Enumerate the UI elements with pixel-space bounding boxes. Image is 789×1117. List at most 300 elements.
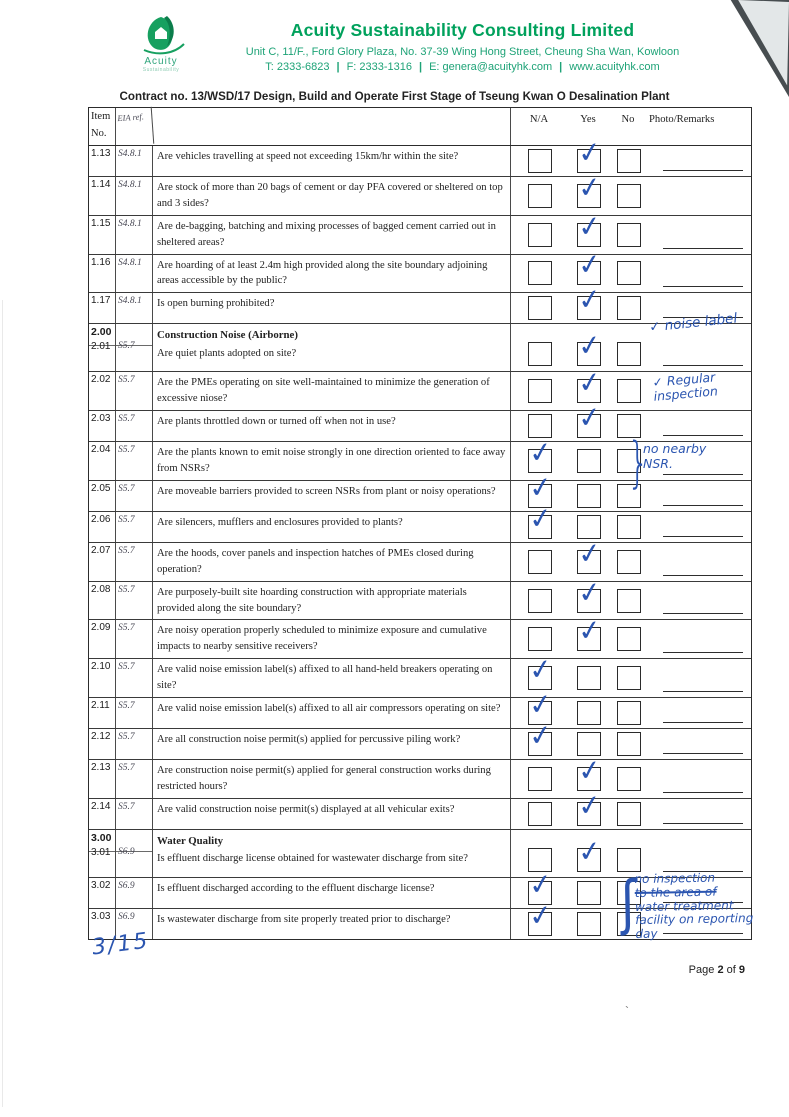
- answers-cell: [511, 500, 751, 542]
- header-item-no: [89, 108, 116, 145]
- question-cell: [153, 799, 511, 829]
- contact-fax: F: 2333-1316: [346, 61, 413, 73]
- answers-cell: [511, 574, 751, 620]
- checkmark-icon: ✓: [526, 500, 555, 537]
- item-number-cell: [89, 411, 116, 441]
- table-row: [89, 752, 751, 799]
- checkmark-icon: ✓: [575, 208, 604, 245]
- company-name: Acuity Sustainability Consulting Limited: [290, 20, 635, 40]
- table-row: [89, 651, 751, 698]
- answers-cell: [511, 310, 751, 371]
- no-checkbox: [617, 296, 641, 320]
- na-checkbox: [528, 261, 552, 285]
- scan-edge-line: [2, 300, 3, 1107]
- question-text: Are noisy operation properly scheduled to minimize exposure and cumulative impacts to nearby sensitive receivers?: [157, 625, 487, 653]
- item-number: 2.14: [91, 800, 111, 812]
- na-checkbox: [528, 627, 552, 651]
- item-number-cell: [89, 543, 116, 581]
- question-text: Are the plants known to emit noise strongly in one direction oriented to face away from NSRs?: [157, 447, 506, 475]
- leaf-house-logo-icon: [134, 14, 188, 58]
- question-text: Are de-bagging, batching and mixing processes of bagged cement carried out in sheltered areas?: [157, 220, 496, 248]
- item-number: 2.10: [91, 661, 111, 673]
- eia-ref: S5.7: [118, 545, 135, 556]
- header-yes-label: Yes: [580, 114, 596, 125]
- section-number: 2.00: [91, 326, 112, 339]
- item-number-cell: [89, 620, 116, 658]
- question-text: Are moveable barriers provided to screen NSRs from plant or noisy operations?: [157, 485, 496, 497]
- remarks-blank-line: [663, 505, 743, 506]
- answers-cell: [511, 787, 751, 829]
- yes-checkbox: [575, 399, 604, 438]
- remarks-blank-line: [663, 365, 743, 366]
- no-checkbox: [617, 666, 641, 690]
- handwritten-remark-line: ✓ Regular: [651, 369, 716, 391]
- na-checkbox: [528, 767, 552, 791]
- na-checkbox: [528, 589, 552, 613]
- answers-cell: [511, 246, 751, 293]
- eia-ref: S5.7: [118, 801, 135, 812]
- na-checkbox: [528, 379, 552, 403]
- item-number: 2.06: [91, 513, 111, 525]
- page-footer: [689, 964, 745, 976]
- item-number-cell: [89, 216, 116, 254]
- no-checkbox: [617, 515, 641, 539]
- header-no-col-label: No: [621, 114, 635, 125]
- item-number-cell: [89, 372, 116, 410]
- yes-checkbox: [575, 787, 604, 826]
- question-cell: [153, 698, 511, 728]
- letterhead: [185, 20, 740, 73]
- question-cell: [153, 878, 511, 908]
- table-row: [89, 535, 751, 582]
- item-number: 1.17: [91, 295, 111, 307]
- eia-ref-cell: [116, 620, 153, 658]
- table-row: [89, 169, 751, 216]
- item-number-cell: [89, 512, 116, 542]
- eia-ref: S5.7: [118, 732, 135, 743]
- eia-ref: S6.9: [118, 880, 135, 891]
- eia-ref-cell: [116, 512, 153, 542]
- item-number-cell: [89, 442, 116, 480]
- table-row: [89, 310, 751, 372]
- no-checkbox: [617, 701, 641, 725]
- item-number-cell: [89, 481, 116, 511]
- item-number-cell: [89, 878, 116, 908]
- remarks-blank-line: [663, 823, 743, 824]
- item-number: 2.03: [91, 413, 111, 425]
- no-checkbox: [617, 223, 641, 247]
- table-row: [89, 500, 751, 543]
- question-cell: [153, 729, 511, 759]
- table-row: [89, 364, 751, 411]
- remarks-blank-line: [663, 170, 743, 171]
- question-text: Are purposely-built site hoarding construction with appropriate materials provided along the site boundary?: [157, 586, 467, 614]
- table-row: [89, 830, 751, 878]
- no-checkbox: [617, 379, 641, 403]
- eia-ref: S5.7: [118, 514, 135, 525]
- eia-ref: S5.7: [118, 483, 135, 494]
- eia-ref: S6.9: [118, 846, 135, 857]
- question-cell: [153, 293, 511, 323]
- checkmark-icon: ✓: [575, 169, 604, 206]
- eia-ref: S5.7: [118, 763, 135, 774]
- checkmark-icon: ✓: [575, 281, 604, 318]
- header-na-label: N/A: [529, 114, 549, 125]
- question-cell: [153, 830, 511, 877]
- handwritten-remark-line: no inspection: [634, 870, 716, 886]
- yes-checkbox: [577, 484, 601, 508]
- handwritten-remark-line: NSR.: [643, 455, 673, 471]
- header-answer-columns: [511, 108, 751, 145]
- item-number-cell: [89, 729, 116, 759]
- table-row: [89, 717, 751, 760]
- question-cell: [153, 255, 511, 293]
- company-contact: [185, 61, 740, 73]
- header-eia-ref: EIA ref.: [115, 107, 154, 146]
- eia-ref: S6.9: [118, 911, 135, 922]
- eia-ref-cell: [116, 216, 153, 254]
- yes-checkbox: [577, 912, 601, 936]
- eia-ref: S4.8.1: [118, 149, 142, 159]
- answers-cell: [511, 134, 751, 176]
- eia-ref: S5.7: [118, 375, 135, 386]
- answers-cell: [511, 208, 751, 254]
- remarks-blank-line: [663, 753, 743, 754]
- question-cell: [153, 216, 511, 254]
- item-number: 1.16: [91, 256, 111, 268]
- eia-ref-cell: [116, 177, 153, 215]
- eia-ref: S4.8.1: [118, 296, 142, 307]
- remarks-blank-line: [663, 536, 743, 537]
- item-number: 2.01: [91, 341, 111, 353]
- question-text: Are valid noise emission label(s) affixed to all air compressors operating on site?: [157, 703, 501, 715]
- na-checkbox: [528, 184, 552, 208]
- no-checkbox: [617, 732, 641, 756]
- eia-ref: S4.8.1: [118, 218, 142, 229]
- na-checkbox: [526, 717, 555, 756]
- handwritten-remark-line: to the area of: [634, 884, 717, 900]
- yes-checkbox: [575, 327, 604, 366]
- question-text: Are vehicles travelling at speed not exceeding 15km/hr within the site?: [157, 151, 459, 162]
- eia-ref-cell: [116, 255, 153, 293]
- na-checkbox: [528, 296, 552, 320]
- remarks-blank-line: [663, 474, 743, 475]
- checkmark-icon: ✓: [526, 651, 555, 688]
- section-ref-spacer: [118, 327, 151, 338]
- item-number-cell: [89, 659, 116, 697]
- question-cell: [153, 582, 511, 620]
- eia-ref: S5.7: [118, 701, 135, 712]
- eia-ref-cell: [116, 543, 153, 581]
- checkmark-icon: ✓: [575, 574, 604, 611]
- eia-ref-cell: [116, 411, 153, 441]
- header-no-label: No.: [91, 128, 107, 139]
- eia-ref-cell: [116, 659, 153, 697]
- yes-checkbox: [575, 612, 604, 651]
- question-cell: [153, 411, 511, 441]
- na-checkbox: [526, 897, 555, 936]
- question-text: Are silencers, mufflers and enclosures provided to plants?: [157, 516, 403, 528]
- section-number: 3.00: [91, 831, 112, 844]
- remarks-blank-line: [663, 435, 743, 436]
- yes-checkbox: [577, 701, 601, 725]
- table-row: [89, 246, 751, 294]
- question-text: Is effluent discharge license obtained for wastewater discharge from site?: [157, 853, 468, 864]
- eia-ref-cell: [116, 729, 153, 759]
- item-number-cell: [89, 146, 116, 176]
- question-text: Are quiet plants adopted on site?: [157, 347, 297, 359]
- question-cell: [153, 146, 511, 176]
- question-text: Are plants throttled down or turned off when not in use?: [157, 416, 396, 428]
- contact-separator: |: [419, 61, 423, 73]
- checkmark-icon: ✓: [526, 434, 555, 471]
- question-cell: [153, 481, 511, 511]
- item-number-cell: [89, 177, 116, 215]
- table-row: [89, 612, 751, 659]
- eia-ref-cell: [116, 582, 153, 620]
- yes-checkbox: [575, 281, 604, 320]
- handwritten-remark: [627, 431, 707, 495]
- table-row: [89, 787, 751, 830]
- item-number-cell: [89, 830, 116, 877]
- no-checkbox: [617, 149, 641, 173]
- yes-checkbox: [575, 535, 604, 574]
- no-checkbox: [617, 342, 641, 366]
- item-number: 2.08: [91, 583, 111, 595]
- eia-ref-cell: [116, 293, 153, 323]
- handwritten-remark: [652, 371, 719, 405]
- eia-ref-cell: [116, 146, 153, 176]
- item-number-cell: [89, 582, 116, 620]
- item-number: 2.13: [91, 762, 111, 774]
- no-checkbox: [617, 261, 641, 285]
- eia-ref: S4.8.1: [118, 180, 142, 190]
- na-checkbox: [526, 500, 555, 539]
- contact-tel: T: 2333-6823: [265, 61, 330, 73]
- remarks-blank-line: [663, 286, 743, 287]
- table-row: [89, 469, 751, 512]
- footer-page-label: Page: [688, 964, 715, 976]
- company-address: Unit C, 11/F., Ford Glory Plaza, No. 37-39 Wing Hong Street, Cheung Sha Wan, Kowloon: [245, 46, 680, 58]
- no-checkbox: [617, 589, 641, 613]
- item-number: 2.09: [91, 622, 111, 634]
- no-checkbox: [617, 184, 641, 208]
- item-number-cell: [89, 255, 116, 293]
- yes-checkbox: [577, 881, 601, 905]
- yes-checkbox: [575, 574, 604, 613]
- remarks-blank-line: [663, 691, 743, 692]
- question-cell: [153, 512, 511, 542]
- question-text: Are the hoods, cover panels and inspection hatches of PMEs closed during operation?: [157, 547, 474, 575]
- question-cell: [153, 909, 511, 939]
- eia-ref-cell: [116, 372, 153, 410]
- item-number: 1.14: [91, 179, 111, 190]
- checkmark-icon: ✓: [575, 833, 604, 870]
- section-title: Construction Noise (Airborne): [157, 329, 298, 342]
- eia-ref-cell: [116, 324, 153, 371]
- eia-ref-cell: [116, 760, 153, 798]
- yes-checkbox: [577, 666, 601, 690]
- item-number: 2.07: [91, 544, 111, 556]
- question-text: Are valid noise emission label(s) affixed to all hand-held breakers operating on site?: [157, 664, 493, 692]
- table-row: [89, 574, 751, 621]
- handwritten-remark-line: inspection: [653, 383, 719, 405]
- yes-checkbox: [577, 449, 601, 473]
- na-checkbox: [528, 802, 552, 826]
- logo-wordmark: Acuity: [144, 56, 178, 67]
- question-text: Are the PMEs operating on site well-maintained to minimize the generation of excessive niose?: [157, 377, 490, 405]
- answers-cell: [511, 169, 751, 215]
- remarks-blank-line: [663, 652, 743, 653]
- handwritten-remark-line: ✓ noise label: [648, 310, 738, 336]
- yes-checkbox: [575, 208, 604, 247]
- eia-ref: S5.7: [118, 445, 135, 456]
- eia-ref: S5.7: [118, 414, 135, 425]
- question-text: Is effluent discharged according to the effluent discharge license?: [157, 882, 435, 894]
- answers-cell: [511, 752, 751, 798]
- na-checkbox: [528, 550, 552, 574]
- table-row: [89, 686, 751, 729]
- header-item-label: Item: [91, 111, 111, 122]
- question-text: Are valid construction noise permit(s) displayed at all vehicular exits?: [157, 803, 455, 815]
- item-number-cell: [89, 760, 116, 798]
- no-checkbox: [617, 802, 641, 826]
- answers-cell: [511, 535, 751, 581]
- item-number-cell: [89, 293, 116, 323]
- table-row: [89, 208, 751, 255]
- item-number: 2.11: [91, 700, 110, 712]
- eia-ref: S5.7: [118, 341, 135, 352]
- handwritten-brace: ʃ: [620, 867, 638, 939]
- checkmark-icon: ✓: [575, 535, 604, 572]
- question-cell: [153, 659, 511, 697]
- question-text: Is open burning prohibited?: [157, 298, 275, 310]
- item-number-cell: [89, 799, 116, 829]
- handwritten-remark-line: day: [635, 926, 658, 942]
- item-number: 2.12: [91, 731, 111, 743]
- checkmark-icon: ✓: [575, 364, 604, 401]
- yes-checkbox: [575, 833, 604, 872]
- handwritten-remark: [620, 867, 754, 942]
- no-checkbox: [617, 550, 641, 574]
- remarks-blank-line: [663, 792, 743, 793]
- contact-website: www.acuityhk.com: [569, 61, 660, 73]
- question-text: Are construction noise permit(s) applied for general construction works during restricted hours?: [157, 765, 491, 792]
- checkmark-icon: ✓: [526, 897, 555, 934]
- document-title: Contract no. 13/WSD/17 Design, Build and Operate First Stage of Tseung Kwan O Desalination Plant: [119, 90, 670, 103]
- checkmark-icon: ✓: [575, 246, 604, 283]
- eia-ref-cell: [116, 698, 153, 728]
- handwritten-date-note: 3/15: [90, 928, 151, 961]
- question-text: Are hoarding of at least 2.4m high provided along the site boundary adjoining areas accessible by the public?: [157, 259, 488, 287]
- yes-checkbox: [575, 169, 604, 208]
- remarks-blank-line: [663, 575, 743, 576]
- contact-separator: |: [559, 61, 563, 73]
- remarks-blank-line: [663, 248, 743, 249]
- question-text: Are stock of more than 20 bags of cement or day PFA covered or sheltered on top and 3 sides?: [157, 182, 503, 209]
- item-number: 1.13: [91, 148, 111, 159]
- handwritten-remark-line: water treatment: [634, 897, 734, 914]
- item-number: 3.02: [91, 879, 111, 891]
- item-number: 3.01: [91, 846, 111, 858]
- item-number: 2.04: [91, 444, 111, 456]
- eia-ref: S5.7: [118, 623, 135, 634]
- table-row: [89, 134, 751, 177]
- item-number-cell: [89, 324, 116, 371]
- na-checkbox: [528, 342, 552, 366]
- checkmark-icon: ✓: [575, 787, 604, 824]
- stray-mark: `: [625, 1004, 629, 1018]
- contact-separator: |: [336, 61, 340, 73]
- item-number: 1.15: [91, 217, 111, 229]
- header-question-column: [153, 108, 511, 145]
- remarks-blank-line: [663, 613, 743, 614]
- checkmark-icon: ✓: [526, 717, 555, 754]
- handwritten-remark-line: no nearby: [643, 441, 707, 457]
- eia-ref-cell: [116, 481, 153, 511]
- contact-email: E: genera@acuityhk.com: [429, 61, 553, 73]
- item-number: 2.05: [91, 482, 111, 494]
- footer-of-label: of: [726, 964, 736, 976]
- checkmark-icon: ✓: [575, 399, 604, 436]
- table-header-row: [89, 108, 751, 146]
- eia-ref-cell: [116, 830, 153, 877]
- eia-ref: S5.7: [118, 584, 135, 595]
- question-cell: [153, 442, 511, 480]
- remarks-blank-line: [663, 722, 743, 723]
- eia-ref-cell: [116, 442, 153, 480]
- checkmark-icon: ✓: [526, 686, 555, 723]
- eia-ref-cell: [116, 878, 153, 908]
- question-text: Is wastewater discharge from site properly treated prior to discharge?: [157, 913, 451, 925]
- checklist-table: [88, 107, 752, 940]
- footer-total-pages: 9: [738, 964, 745, 976]
- header-remarks-label: Photo/Remarks: [649, 114, 715, 125]
- na-checkbox: [528, 223, 552, 247]
- question-cell: [153, 372, 511, 410]
- item-number-cell: [89, 698, 116, 728]
- question-text: Are all construction noise permit(s) applied for percussive piling work?: [157, 734, 461, 746]
- checkmark-icon: ✓: [575, 752, 604, 789]
- section-ref-spacer: [118, 833, 151, 844]
- eia-ref: S5.7: [118, 662, 135, 673]
- question-cell: [153, 760, 511, 798]
- logo-tagline: Sustainability: [142, 67, 180, 73]
- na-checkbox: [528, 149, 552, 173]
- eia-ref-cell: [116, 799, 153, 829]
- item-number: 3.03: [91, 910, 111, 922]
- checkmark-icon: ✓: [575, 612, 604, 649]
- question-cell: [153, 177, 511, 215]
- eia-ref: S4.8.1: [118, 257, 142, 268]
- checkmark-icon: ✓: [526, 866, 555, 903]
- answers-cell: [511, 364, 751, 410]
- table-row: [89, 399, 751, 442]
- no-checkbox: [617, 767, 641, 791]
- checkmark-icon: ✓: [575, 327, 604, 364]
- checkmark-icon: ✓: [575, 134, 604, 171]
- answers-cell: [511, 717, 751, 759]
- question-cell: [153, 620, 511, 658]
- handwritten-remark-line: facility on reporting: [635, 911, 754, 928]
- item-number: 2.02: [91, 374, 111, 386]
- no-checkbox: [617, 627, 641, 651]
- checkmark-icon: ✓: [526, 469, 555, 506]
- footer-page-number: 2: [717, 964, 724, 976]
- question-cell: [153, 543, 511, 581]
- question-cell: [153, 324, 511, 371]
- handwritten-brace: }: [627, 431, 650, 495]
